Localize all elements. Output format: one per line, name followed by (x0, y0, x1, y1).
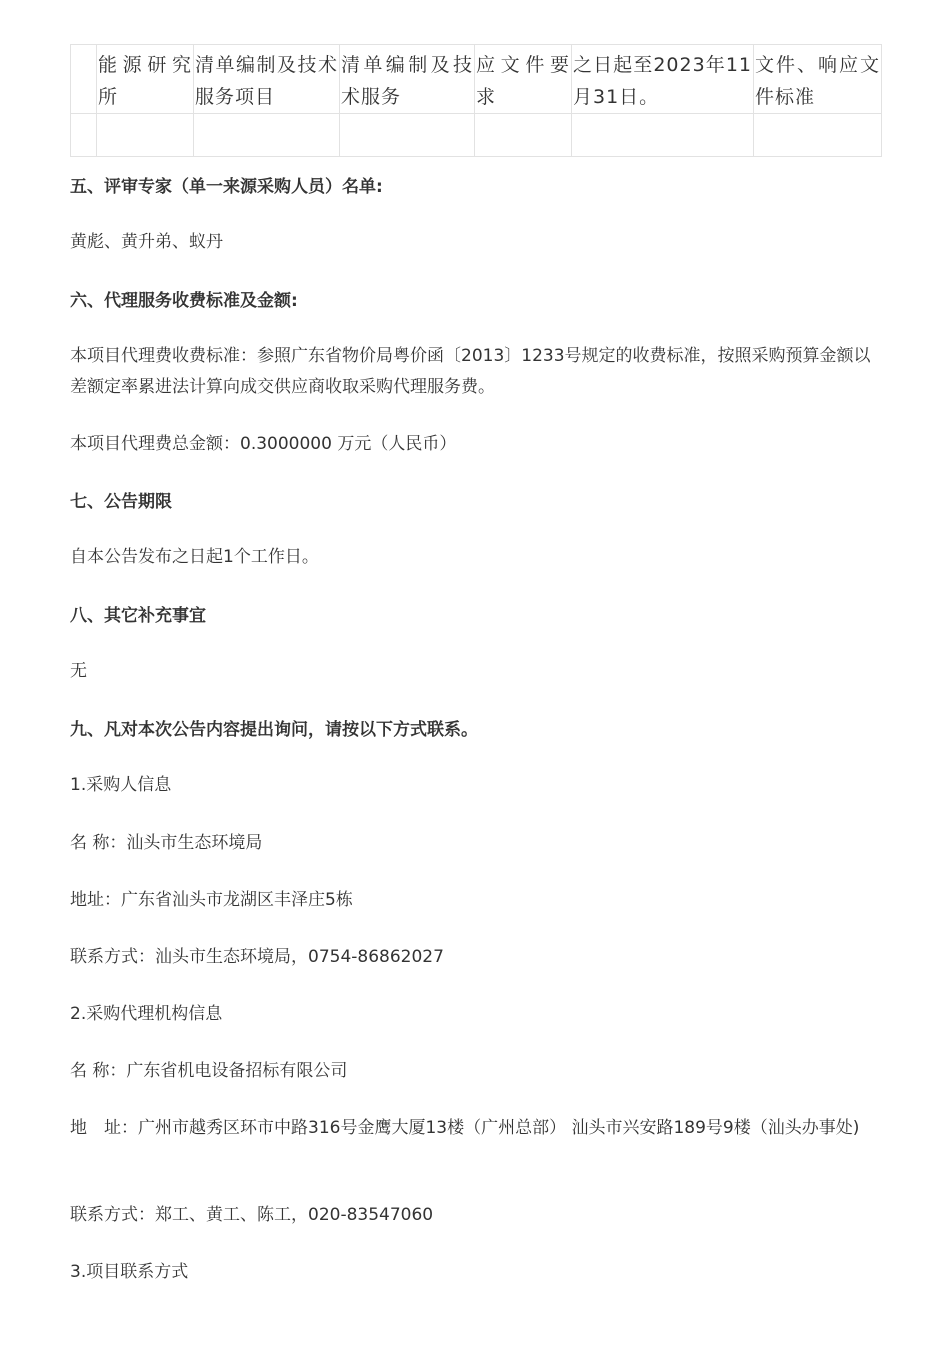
table-cell-empty (340, 114, 475, 157)
table-cell-index (71, 45, 97, 114)
table-cell-standard: 文件、响应文件标准 (754, 45, 882, 114)
table-cell-project: 清单编制及技术服务项目 (194, 45, 340, 114)
other-heading: 八、其它补充事宜 (70, 606, 206, 626)
experts-heading: 五、评审专家（单一来源采购人员）名单: (70, 177, 383, 197)
fees-heading: 六、代理服务收费标准及金额: (70, 291, 298, 311)
experts-list: 黄彪、黄升弟、蚁丹 (70, 232, 223, 252)
table-row (71, 114, 882, 157)
other-text: 无 (70, 661, 87, 681)
table-cell-service: 清单编制及技术服务 (340, 45, 475, 114)
fees-standard-text: 本项目代理费收费标准：参照广东省物价局粤价函〔2013〕1233号规定的收费标准，按照采购预算金额以差额定率累进法计算向成交供应商收取采购代理服务费。 (70, 346, 871, 397)
project-contact-title: 3.项目联系方式 (70, 1262, 189, 1282)
table-cell-empty (572, 114, 754, 157)
table-cell-empty (754, 114, 882, 157)
table-cell-empty (71, 114, 97, 157)
table-cell-empty (97, 114, 194, 157)
period-heading: 七、公告期限 (70, 492, 172, 512)
agency-title: 2.采购代理机构信息 (70, 1004, 223, 1024)
table-cell-empty (194, 114, 340, 157)
purchaser-contact: 联系方式：汕头市生态环境局，0754-86862027 (70, 947, 444, 967)
table-cell-period: 之日起至2023年11月31日。 (572, 45, 754, 114)
agency-name: 名 称：广东省机电设备招标有限公司 (70, 1061, 348, 1081)
table-cell-requirement: 应文件要求 (475, 45, 572, 114)
purchaser-address: 地址：广东省汕头市龙湖区丰泽庄5栋 (70, 890, 353, 910)
agency-address: 地 址：广州市越秀区环市中路316号金鹰大厦13楼（广州总部） 汕头市兴安路189号9楼（汕头办事处) (70, 1118, 860, 1138)
purchaser-name: 名 称：汕头市生态环境局 (70, 833, 263, 853)
period-text: 自本公告发布之日起1个工作日。 (70, 547, 319, 567)
purchaser-title: 1.采购人信息 (70, 775, 172, 795)
table-row (71, 45, 882, 114)
table-cell-empty (475, 114, 572, 157)
agency-contact: 联系方式：郑工、黄工、陈工，020-83547060 (70, 1205, 434, 1225)
contact-heading: 九、凡对本次公告内容提出询问，请按以下方式联系。 (70, 720, 478, 740)
table-cell-supplier: 能源研究所 (97, 45, 194, 114)
fees-total-text: 本项目代理费总金额：0.3000000 万元（人民币） (70, 434, 457, 454)
result-table (70, 44, 882, 157)
